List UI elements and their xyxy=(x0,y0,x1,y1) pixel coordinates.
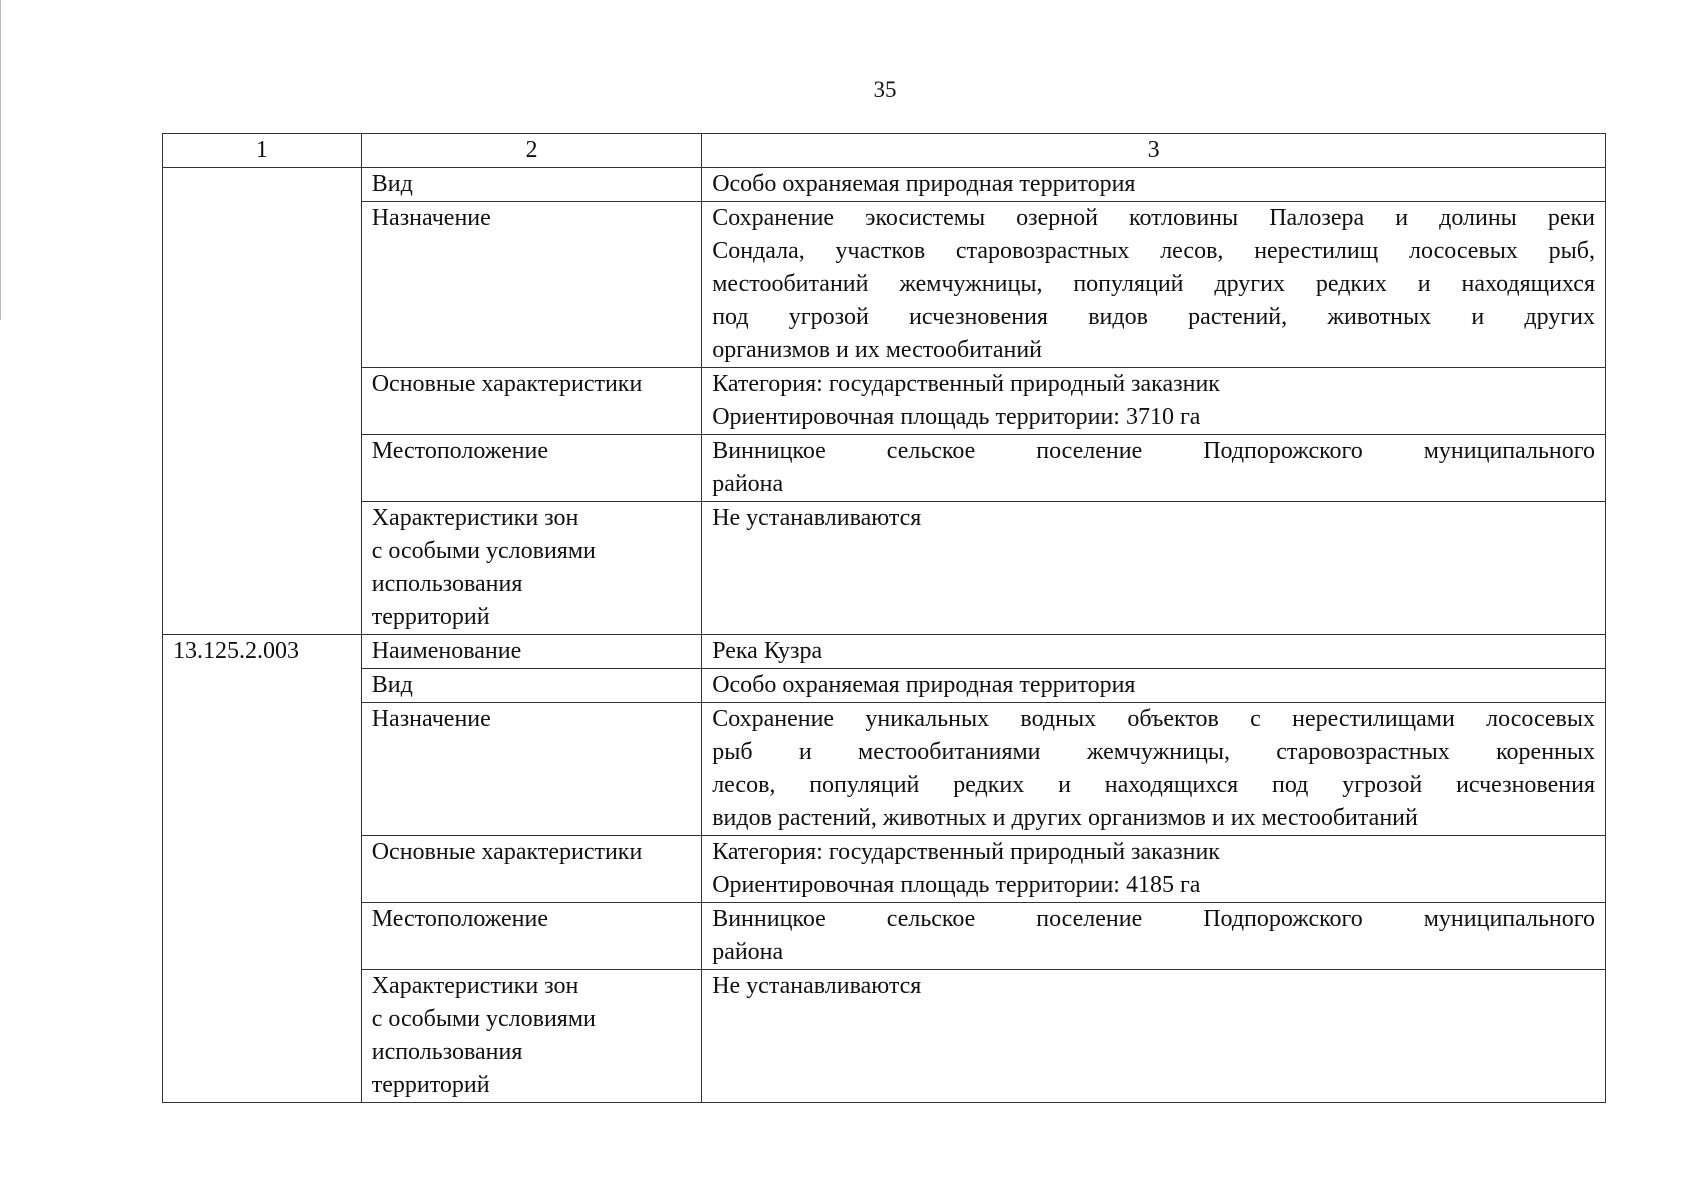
row-value xyxy=(702,669,1606,703)
label-line: с особыми условиями xyxy=(371,1006,596,1032)
value-line: района xyxy=(712,939,784,965)
value-line: Сохранение экосистемы озерной котловины Палозера и долины реки xyxy=(712,205,1595,231)
label-line: территорий xyxy=(371,604,490,630)
row-label: Назначение xyxy=(361,202,701,368)
table-row xyxy=(163,970,1606,1103)
row-value xyxy=(702,368,1606,435)
table-row xyxy=(163,903,1606,970)
block2-code-cell: 13.125.2.003 xyxy=(163,635,362,1103)
label-line: использования xyxy=(371,1039,523,1065)
scan-edge-line xyxy=(0,0,1,320)
value-line: местообитаний жемчужницы, популяций других редких и находящихся xyxy=(712,271,1595,297)
row-value xyxy=(702,202,1606,368)
value-line: Винницкое сельское поселение Подпорожского муниципального xyxy=(712,438,1595,464)
page-number: 35 xyxy=(873,77,897,102)
label-line: Характеристики зон xyxy=(371,505,579,531)
value-line: Категория: государственный природный заказник xyxy=(712,839,1220,865)
row-value xyxy=(702,703,1606,836)
row-label: Вид xyxy=(361,168,701,202)
table-row xyxy=(163,703,1606,836)
value-line: Не устанавливаются xyxy=(712,505,922,531)
value-line: Сохранение уникальных водных объектов с нерестилищами лососевых xyxy=(712,706,1595,732)
row-value xyxy=(702,903,1606,970)
value-line: Винницкое сельское поселение Подпорожского муниципального xyxy=(712,906,1595,932)
value-line: Река Кузра xyxy=(712,638,823,664)
row-value xyxy=(702,502,1606,635)
value-line: лесов, популяций редких и находящихся под угрозой исчезновения xyxy=(712,772,1595,798)
table-row xyxy=(163,836,1606,903)
label-line: Характеристики зон xyxy=(371,973,579,999)
value-line: Ориентировочная площадь территории: 4185 га xyxy=(712,872,1201,898)
table-row xyxy=(163,502,1606,635)
value-line: Не устанавливаются xyxy=(712,973,922,999)
header-col-1: 1 xyxy=(163,134,362,168)
table-row xyxy=(163,635,1606,669)
row-value xyxy=(702,168,1606,202)
label-line: территорий xyxy=(371,1072,490,1098)
row-value xyxy=(702,435,1606,502)
row-label xyxy=(361,502,701,635)
value-line: Сондала, участков старовозрастных лесов, нерестилищ лососевых рыб, xyxy=(712,238,1595,264)
value-line: видов растений, животных и других организмов и их местообитаний xyxy=(712,805,1418,831)
row-label: Местоположение xyxy=(361,903,701,970)
label-line: с особыми условиями xyxy=(371,538,596,564)
value-line: рыб и местообитаниями жемчужницы, старовозрастных коренных xyxy=(712,739,1595,765)
row-label: Основные характеристики xyxy=(361,836,701,903)
value-line: под угрозой исчезновения видов растений, животных и других xyxy=(712,304,1595,330)
block1-code-cell xyxy=(163,168,362,635)
row-label: Назначение xyxy=(361,703,701,836)
data-table xyxy=(162,133,1606,1103)
row-label: Вид xyxy=(361,669,701,703)
table-row xyxy=(163,669,1606,703)
row-label: Основные характеристики xyxy=(361,368,701,435)
label-line: использования xyxy=(371,571,523,597)
value-line: Ориентировочная площадь территории: 3710 га xyxy=(712,404,1201,430)
value-line: Особо охраняемая природная территория xyxy=(712,672,1136,698)
row-label: Местоположение xyxy=(361,435,701,502)
row-label xyxy=(361,970,701,1103)
table-row xyxy=(163,168,1606,202)
table-row xyxy=(163,435,1606,502)
row-value xyxy=(702,635,1606,669)
header-col-2: 2 xyxy=(361,134,701,168)
value-line: организмов и их местообитаний xyxy=(712,337,1042,363)
value-line: района xyxy=(712,471,784,497)
header-col-3: 3 xyxy=(702,134,1606,168)
value-line: Особо охраняемая природная территория xyxy=(712,171,1136,197)
table-row xyxy=(163,368,1606,435)
header-row xyxy=(163,134,1606,168)
row-value xyxy=(702,970,1606,1103)
row-label: Наименование xyxy=(361,635,701,669)
table-row xyxy=(163,202,1606,368)
row-value xyxy=(702,836,1606,903)
value-line: Категория: государственный природный заказник xyxy=(712,371,1220,397)
